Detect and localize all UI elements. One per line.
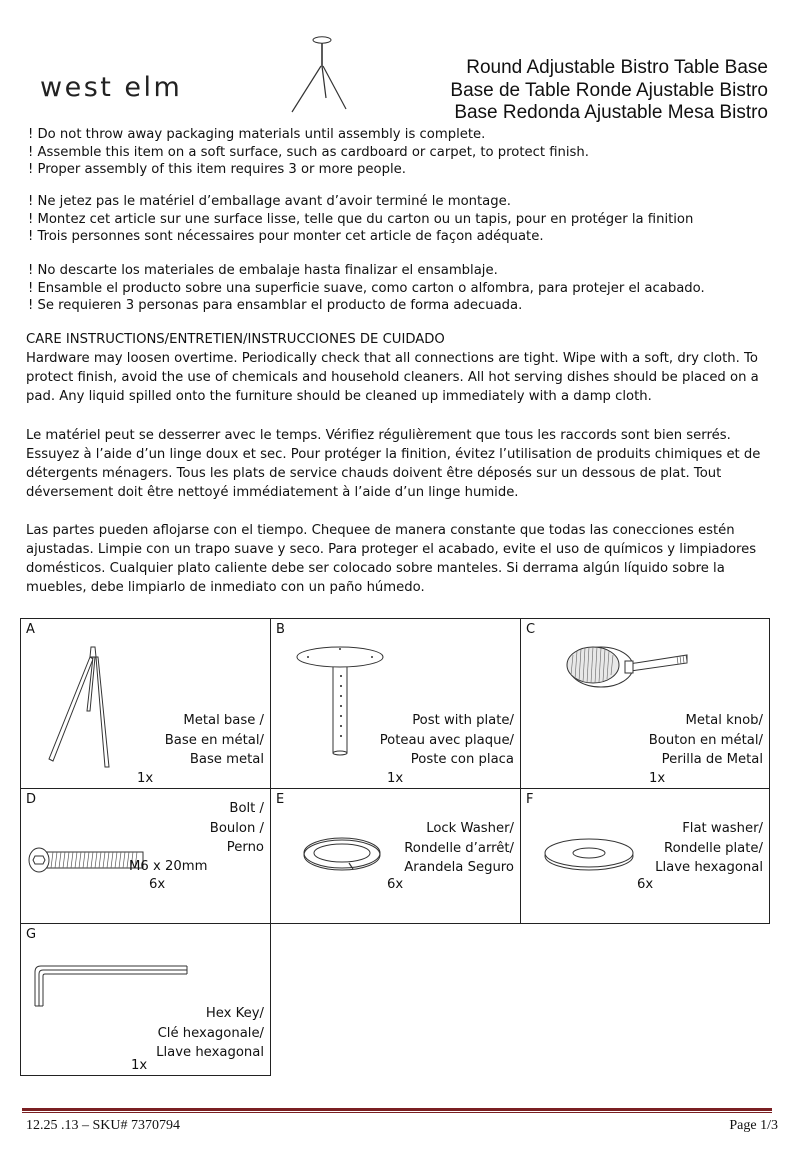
part-spec: M6 x 20mm	[129, 859, 208, 874]
part-letter: E	[276, 792, 285, 807]
hex-key-icon	[31, 960, 191, 1010]
part-name	[380, 711, 514, 770]
document-titles	[450, 57, 768, 125]
warning-line: ! No descarte los materiales de embalaje hasta finalizar el ensamblaje.	[28, 263, 498, 278]
part-name	[655, 819, 763, 878]
footer-rule	[22, 1108, 772, 1111]
part-quantity: 1x	[137, 771, 154, 786]
part-name-fr: Boulon /	[209, 820, 264, 836]
warning-line: ! Se requieren 3 personas para ensamblar el producto de forma adecuada.	[28, 298, 523, 313]
part-cell-f	[520, 788, 770, 924]
part-name-fr: Rondelle plate/	[664, 840, 763, 856]
part-name-en: Hex Key/	[205, 1006, 264, 1021]
page-number: Page 1/3	[729, 1118, 778, 1133]
part-name-fr: Base en métal/	[164, 732, 264, 748]
title-fr: Base de Table Ronde Ajustable Bistro	[450, 79, 768, 101]
brand-logo: west elm	[40, 72, 183, 103]
part-letter: C	[526, 622, 536, 637]
metal-base-icon	[43, 641, 123, 771]
part-quantity: 1x	[131, 1058, 148, 1073]
warning-line: ! Ensamble el producto sobre una superficie suave, como carton o alfombra, para protejer el acabado.	[28, 280, 705, 296]
part-name-fr: Poteau avec plaque/	[379, 732, 514, 748]
warning-line: ! Assemble this item on a soft surface, such as cardboard or carpet, to protect finish.	[28, 144, 589, 160]
part-name-en: Post with plate/	[412, 713, 514, 728]
part-quantity: 6x	[637, 877, 654, 892]
part-name-fr: Rondelle d’arrêt/	[404, 840, 514, 856]
care-text-en: Hardware may loosen overtime. Periodically check that all connections are tight. Wipe with a soft, dry cloth. To protect finish, avoid the use of chemicals and household cleaners. All hot serving dishes should be placed on a pad. Any liquid spilled onto the furniture should be cleaned up immediately with a damp cloth.	[26, 351, 759, 404]
part-name	[156, 1004, 264, 1063]
part-cell-e	[270, 788, 521, 924]
warning-line: ! Trois personnes sont nécessaires pour monter cet article de façon adéquate.	[28, 229, 544, 244]
part-letter: G	[26, 927, 37, 942]
warning-line: ! Montez cet article sur une surface lisse, telle que du carton ou un tapis, pour en protéger la finition	[28, 211, 694, 227]
part-name-en: Lock Washer/	[426, 821, 514, 836]
part-name-es: Poste con placa	[410, 752, 514, 767]
care-heading: CARE INSTRUCTIONS/ENTRETIEN/INSTRUCCIONES DE CUIDADO	[26, 332, 445, 347]
part-name-en: Bolt /	[229, 801, 264, 816]
part-name-en: Metal base /	[183, 713, 264, 728]
part-quantity: 1x	[387, 771, 404, 786]
warnings-fr	[28, 193, 693, 246]
metal-knob-icon	[559, 627, 699, 701]
part-cell-d	[20, 788, 271, 924]
warnings-es	[28, 262, 705, 315]
warning-line: ! Proper assembly of this item requires 3 or more people.	[28, 162, 406, 177]
warning-line: ! Ne jetez pas le matériel d’emballage avant d’avoir terminé le montage.	[28, 194, 511, 209]
part-name-en: Flat washer/	[682, 821, 763, 836]
care-text-es: Las partes pueden aflojarse con el tiempo. Chequee de manera constante que todas las conecciones estén ajustadas. Limpie con un trapo suave y seco. Para proteger el acabado, evite el uso de químicos y limpiadores domésticos. Cualquier plato caliente debe ser colocado sobre manteles. Si derrama algún líquido sobre la muebles, debe limpiarlo de inmediato con un paño húmedo.	[26, 523, 757, 595]
part-name-fr: Clé hexagonale/	[157, 1025, 264, 1041]
warning-line: ! Do not throw away packaging materials until assembly is complete.	[28, 127, 486, 142]
bolt-icon	[27, 847, 145, 873]
lock-washer-icon	[301, 833, 383, 873]
part-name	[165, 711, 264, 770]
part-name-es: Perilla de Metal	[661, 752, 763, 767]
part-cell-b	[270, 618, 521, 789]
table-base-icon	[282, 34, 362, 116]
footer-sku: 12.25 .13 – SKU# 7370794	[26, 1118, 181, 1133]
part-letter: B	[276, 622, 285, 637]
part-name-es: Llave hexagonal	[156, 1045, 264, 1060]
part-letter: F	[526, 792, 534, 807]
part-name-fr: Bouton en métal/	[648, 732, 763, 748]
part-quantity: 6x	[387, 877, 404, 892]
part-cell-g	[20, 923, 271, 1076]
part-name-es: Arandela Seguro	[404, 860, 514, 875]
part-name	[649, 711, 763, 770]
part-letter: A	[26, 622, 35, 637]
title-en: Round Adjustable Bistro Table Base	[466, 57, 768, 78]
part-letter: D	[26, 792, 37, 807]
warnings-en	[28, 126, 589, 179]
part-cell-c	[520, 618, 770, 789]
part-name-es: Base metal	[189, 752, 264, 767]
part-quantity: 1x	[649, 771, 666, 786]
post-with-plate-icon	[295, 645, 387, 757]
title-es: Base Redonda Ajustable Mesa Bistro	[454, 102, 768, 123]
part-name-es: Llave hexagonal	[655, 860, 763, 875]
part-name	[210, 799, 264, 858]
flat-washer-icon	[543, 835, 635, 873]
part-name-en: Metal knob/	[685, 713, 763, 728]
part-cell-a	[20, 618, 271, 789]
part-quantity: 6x	[149, 877, 166, 892]
care-text-fr: Le matériel peut se desserrer avec le temps. Vérifiez régulièrement que tous les raccords sont bien serrés. Essuyez à l’aide d’un linge doux et sec. Pour protéger la finition, évitez l’utilisation de produits chimiques et de détergents ménagers. Tous les plats de service chauds doivent être déposés sur un dessous de plat. Tout déversement doit être nettoyé immédiatement à l’aide d’un linge humide.	[26, 428, 761, 500]
footer-rule	[22, 1112, 772, 1113]
part-name-es: Perno	[226, 840, 264, 855]
part-name	[404, 819, 514, 878]
parts-list	[20, 618, 770, 1076]
